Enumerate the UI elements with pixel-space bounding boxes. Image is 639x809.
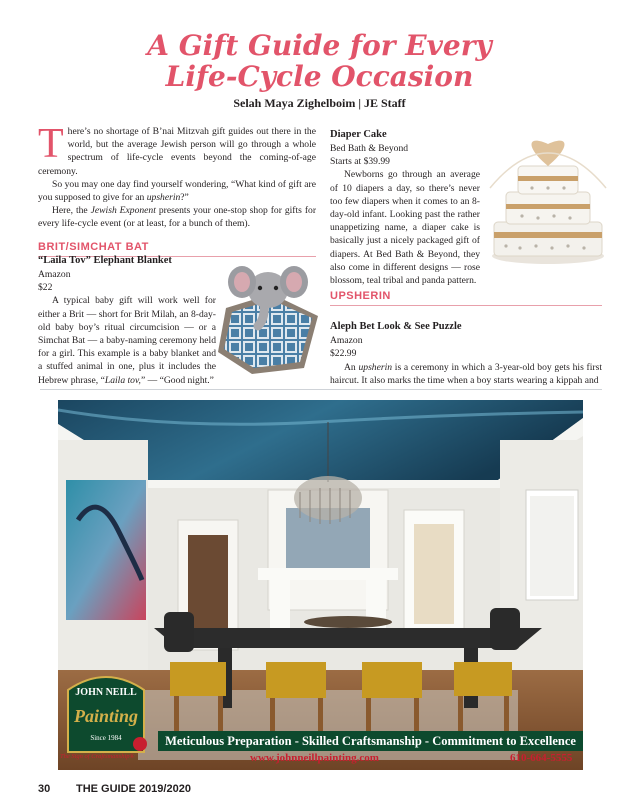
page-number: 30 <box>38 783 51 795</box>
item3-description: An upsherin is a ceremony in which a 3-year-old boy gets his first haircut. It also marks the time when a boy starts wearing a kippah and <box>330 361 602 386</box>
elephant-blanket-image <box>214 256 322 376</box>
item2-store: Bed Bath & Beyond <box>330 143 409 154</box>
title-line-2: Life-Cycle Occasion <box>165 60 474 93</box>
item2-name: Diaper Cake <box>330 129 387 140</box>
publication-name: THE GUIDE 2019/2020 <box>76 783 191 795</box>
logo-since-text: Since 1984 <box>90 734 122 742</box>
item2-price: Starts at $39.99 <box>330 156 390 168</box>
logo-main-text: Painting <box>73 706 139 726</box>
section-heading-upsherin: UPSHERIN <box>330 290 602 306</box>
item1-store: Amazon <box>38 269 71 280</box>
painting-advertisement <box>58 400 583 770</box>
item1-text <box>38 254 216 387</box>
article-title <box>0 30 639 92</box>
section-heading-brit: BRIT/SIMCHAT BAT <box>38 241 316 257</box>
item3-price: $22.99 <box>330 348 357 360</box>
ad-tagline: Meticulous Preparation - Skilled Craftsmanship - Commitment to Excellence <box>158 731 583 751</box>
intro-paragraph-2: So you may one day find yourself wondering, “What kind of gift are you supposed to give for an upsherin?” <box>38 178 316 204</box>
ad-sign-of-craftsmanship: The Sign of Craftsmanship® <box>60 753 135 760</box>
logo-top-text: JOHN NEILL <box>75 687 137 698</box>
item1-price: $22 <box>38 282 53 294</box>
item3-store: Amazon <box>330 335 363 347</box>
rose-icon <box>133 737 147 751</box>
item1-name: “Laila Tov” Elephant Blanket <box>38 255 172 266</box>
drop-cap: T <box>38 121 64 167</box>
ad-website-link[interactable]: www.johnneillpainting.com <box>250 752 379 764</box>
left-column <box>38 121 317 257</box>
right-lower-column <box>330 290 602 387</box>
byline: Selah Maya Zighelboim | JE Staff <box>233 96 406 110</box>
item2-description: Newborns go through an average of 10 diapers a day, so there’s never too few diapers when it comes to an 8-day-old infant. Looking past the rather unappetizing name, a diaper cake is basically just a nicely packaged gift of diapers. At Bed Bath & Beyond, they also come in different designs — rose blossom, teal tribal and panda pattern. <box>330 169 480 287</box>
diaper-cake-image <box>486 128 610 268</box>
intro-paragraph-3: Here, the Jewish Exponent presents your one-stop shop for gifts for every life-cycle event (or at least, for a bunch of them). <box>38 205 317 230</box>
item3-name: Aleph Bet Look & See Puzzle <box>330 321 462 333</box>
title-line-1: A Gift Guide for Every <box>147 29 492 62</box>
john-neill-logo <box>68 677 147 752</box>
item1-description: A typical baby gift will work well for either a Brit — short for Brit Milah, an 8-day-old baby boy’s ritual circumcision — or a Simchat Bat — a baby-naming ceremony held for a girl. This example is a baby blanket and a stuffed animal in one, plus it includes the Hebrew phrase, “Laila tov,” — “Good night.” <box>38 295 216 386</box>
ad-phone-number: 610-664-5555 <box>510 752 573 764</box>
article-ad-divider <box>40 389 602 390</box>
intro-paragraph-1: There’s no shortage of B’nai Mitzvah gift guides out there in the world, but the average Jewish person will go through a whole spectrum of life-cycle events beyond the coming-of-age ceremony. <box>38 121 316 177</box>
item2-text <box>330 128 480 287</box>
